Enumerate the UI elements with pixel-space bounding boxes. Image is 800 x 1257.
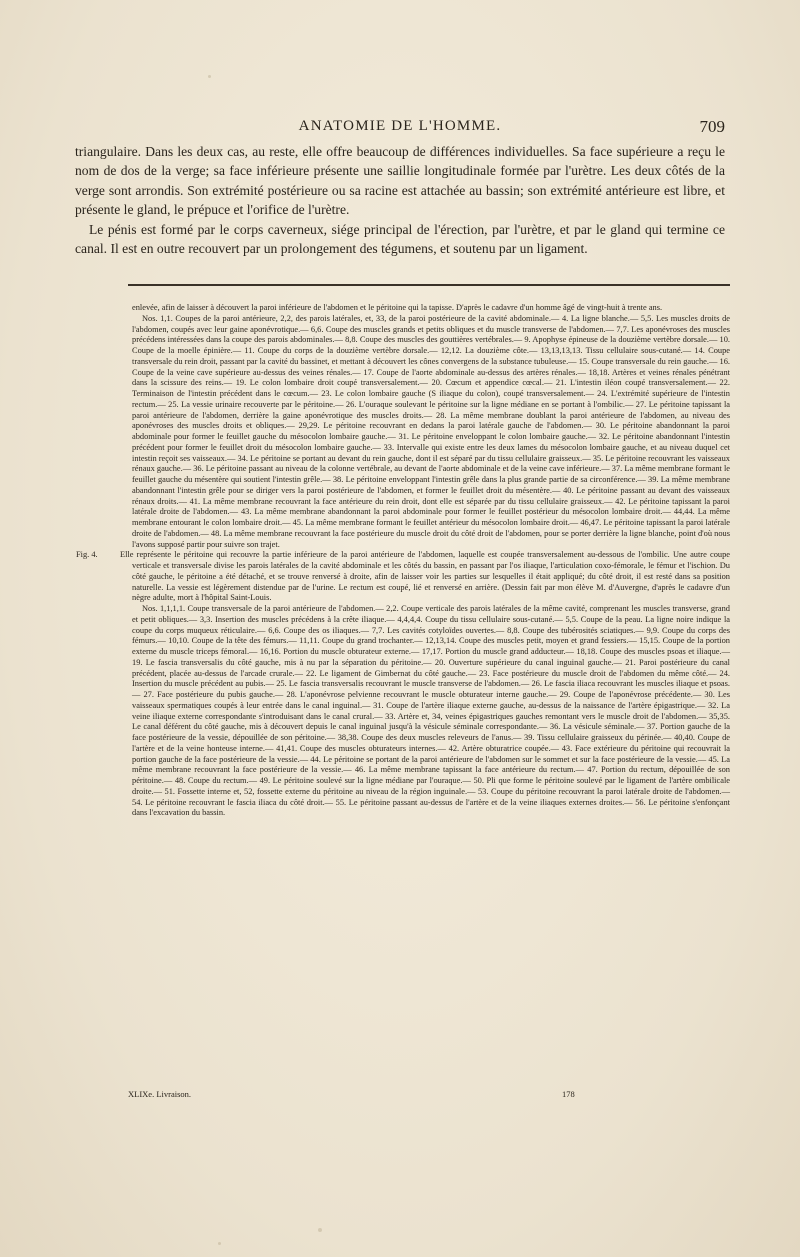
figure-label: Fig. 4. — [76, 550, 98, 560]
livraison-mark: XLIXe. Livraison. — [128, 1089, 192, 1099]
separator-rule — [128, 284, 730, 286]
note-paragraph: Nos. 1,1. Coupes de la paroi antérieure, 2,2, des parois latérales, et, 33, de la paroi postérieure de la cavité abdominale.— 4. La ligne blanche.— 5,5. Les muscles droits de l'abdomen, coupés avec leur gaine aponévrotique.— 6,6. Coupe des muscles grands et petits obliques et du muscle transverse de l'abdomen.— 7,7. Les aponévroses des muscles précédens intéressées dans la coupe des parois abdominales.— 8,8. Coupe des muscles des gouttières vertébrales.— 9. Apophyse épineuse de la douzième vertèbre dorsale.— 10. Coupe de la moelle épinière.— 11. Coupe du corps de la douzième vertèbre dorsale.— 12,12. La douzième côte.— 13,13,13,13. Tissu cellulaire sous-cutané.— 14. Coupe transversale du rein droit, passant par la cavité du bassinet, et mettant à découvert les cônes convergens de la substance tubuleuse.— 15. Coupe transversale du rein gauche.— 16. Coupe de la veine cave supérieure au-dessus des veines rénales.— 17. Coupe de l'aorte abdominale au-dessus des artères rénales.— 18,18. Artères et veines rénales pénétrant dans la scissure des reins.— 19. Le colon lombaire droit coupé transversalement.— 20. Cœcum et appendice cœcal.— 21. L'intestin iléon coupé transversalement.— 22. Terminaison de l'intestin précédent dans le cœcum.— 23. Le colon lombaire gauche (S iliaque du colon), coupé transversalement.— 24. L'extrémité supérieure de l'intestin rectum.— 25. La vessie urinaire recouverte par le péritoine.— 26. L'ouraque soulevant le péritoine sur la ligne médiane en se portant à l'ombilic.— 27. Le péritoine tapissant la paroi antérieure de l'abdomen, derrière la gaine aponévrotique des muscles droits.— 28. La même membrane doublant la paroi antérieure de l'abdomen, au niveau des aponévroses des muscles droits et obliques.— 29,29. Le péritoine recouvrant en dedans la paroi latérale gauche de l'abdomen.— 30. Le péritoine abandonnant la paroi abdominale pour former le feuillet gauche du mésocolon lombaire gauche.— 31. Le péritoine enveloppant le colon lombaire gauche.— 32. Le péritoine abandonnant l'intestin précédent pour former le feuillet droit du mésocolon lombaire gauche.— 33. Intervalle qui existe entre les deux lames du mésocolon lombaire gauche, et au niveau duquel cet intestin reçoit ses vaisseaux.— 34. Le péritoine se portant au devant du rein gauche, dont il est séparé par du tissu cellulaire graisseux.— 35. Le péritoine recouvrant les vaisseaux rénaux gauche.— 36. Le péritoine passant au niveau de la colonne vertébrale, au devant de l'aorte abdominale et de la veine cave inférieure.— 37. La même membrane formant le feuillet gauche du mésentère qui soutient l'intestin grêle.— 38. Le péritoine enveloppant l'intestin grêle dans la plus grande partie de sa circonférence.— 39. La même membrane abandonnant l'intestin grêle pour se diriger vers la paroi postérieure de l'abdomen, et former le feuillet droit du mésentère.— 40. Le péritoine passant au devant des vaisseaux rénaux droits.— 41. La même membrane recouvrant la face antérieure du rein droit, dont elle est séparée par du tissu cellulaire graisseux.— 42. Le péritoine tapissant la paroi latérale droite de l'abdomen.— 43. La même membrane abandonnant la paroi abdominale pour former le feuillet postérieur du mésocolon lombaire droit.— 44,44. La même membrane entourant le colon lombaire droit.— 45. La même membrane formant le feuillet antérieur du mésocolon lombaire droit.— 46,47. Le péritoine tapissant la paroi latérale droite de l'abdomen.— 48. La même membrane recouvrant la face postérieure du muscle droit du côté droit de l'abdomen, pour se porter derrière la ligne blanche, point d'où nous l'avons supposé partir pour suivre son trajet. — [132, 313, 730, 549]
note-paragraph: enlevée, afin de laisser à découvert la paroi inférieure de l'abdomen et le péritoine qui la tapisse. D'après le cadavre d'un homme âgé de vingt-huit à trente ans. — [132, 303, 663, 312]
signature-mark: 178 — [562, 1089, 575, 1099]
paragraph: Le pénis est formé par le corps caverneux, siége principal de l'érection, par l'urètre, et par le gland qui termine ce canal. Il est en outre recouvert par un prolongement des tégumens, et soutenu par un ligament. — [75, 221, 725, 257]
main-text — [75, 142, 725, 258]
paper-foxing — [208, 75, 211, 78]
note-paragraph: Nos. 1,1,1,1. Coupe transversale de la paroi antérieure de l'abdomen.— 2,2. Coupe verticale des parois latérales de la même cavité, comprenant les muscles transverse, grand et petit obliques.— 3,3. Insertion des muscles précédens à la crête iliaque.— 4,4,4,4. Coupe du tissu cellulaire sous-cutané.— 5,5. Coupe de la peau. La ligne noire indique la coupe du corps muqueux réticulaire.— 6,6. Coupe des os iliaques.— 7,7. Les cavités cotyloïdes ouvertes.— 8,8. Coupe des tubérosités sciatiques.— 9,9. Coupe du corps des fémurs.— 10,10. Coupe de la tête des fémurs.— 11,11. Coupe du grand trochanter.— 12,13,14. Coupe des muscles petit, moyen et grand fessiers.— 15,15. Coupe de la portion externe du muscle triceps fémoral.— 16,16. Portion du muscle obturateur externe.— 17,17. Portion du muscle grand adducteur.— 18,18. Coupe des muscles psoas et iliaque.— 19. Le fascia transversalis du côté gauche, mis à nu par la séparation du péritoine.— 20. Ouverture supérieure du canal inguinal gauche.— 21. Paroi postérieure du canal précédent, placée au-dessus de l'arcade crurale.— 22. Le ligament de Gimbernat du côté gauche.— 23. Face postérieure du muscle droit de l'abdomen du même côté.— 24. Insertion du muscle précédent au pubis.— 25. Le fascia transversalis recouvrant le muscle transverse de l'abdomen.— 26. Le fascia iliaca recouvrant les muscles iliaque et psoas.— 27. Face postérieure du pubis gauche.— 28. L'aponévrose pelvienne recouvrant le muscle obturateur interne gauche.— 29. Coupe de l'aponévrose précédente.— 30. Les vaisseaux spermatiques coupés à leur entrée dans le canal inguinal.— 31. Coupe de l'artère iliaque externe gauche, au-dessus de la naissance de l'artère épigastrique.— 32. La veine iliaque externe correspondante s'introduisant dans le canal crural.— 33. Artère et, 34, veines épigastriques gauches remontant vers le muscle droit de l'abdomen.— 35,35. Le canal déférent du côté gauche, mis à découvert depuis le canal inguinal jusqu'à la vésicule séminale correspondante.— 36. La vésicule séminale.— 37. Portion gauche de la face postérieure de la vessie, dépouillée de son péritoine.— 38,38. Coupe des deux muscles releveurs de l'anus.— 39. Tissu cellulaire graisseux du périnée.— 40,40. Coupe de l'artère et de la veine honteuse interne.— 41,41. Coupe des muscles obturateurs internes.— 42. Artère obturatrice coupée.— 43. Face extérieure du péritoine qui recouvrait la portion gauche de la face postérieure de la vessie.— 44. Le péritoine se portant de la paroi antérieure de l'abdomen sur le sommet et sur la face postérieure de la vessie.— 45. La même membrane recouvrant la face postérieure de la vessie.— 46. La même membrane tapissant la face antérieure du rectum.— 47. Portion du rectum, dépouillée de son péritoine.— 48. Coupe du rectum.— 49. Le péritoine soulevé sur la ligne médiane par l'ouraque.— 50. Pli que forme le péritoine soulevé par le ligament de l'artère ombilicale droite.— 51. Fossette interne et, 52, fossette externe du péritoine au niveau de la région inguinale.— 53. Coupe du péritoine recouvrant la paroi latérale droite de l'abdomen.— 54. Le péritoine recouvrant le fascia iliaca du côté droit.— 55. Le péritoine passant au-dessus de l'artère et de la veine iliaques externes droites.— 56. Le péritoine s'enfonçant dans l'excavation du bassin. — [132, 604, 730, 818]
figure-description — [76, 550, 730, 604]
paper-foxing — [318, 1228, 322, 1232]
plate-explanation — [76, 303, 730, 819]
running-head — [75, 118, 725, 140]
running-title: ANATOMIE DE L'HOMME. — [298, 118, 502, 134]
page-number: 709 — [699, 117, 725, 136]
figure-text: Elle représente le péritoine qui recouvre la partie inférieure de la paroi antérieure de l'abdomen, laquelle est coupée transversalement au-dessous de l'ombilic. Une autre coupe verticale et transversale divise les parois latérales de la cavité abdominale et les côtés du bassin, en passant par l'os iliaque, l'articulation coxo-fémorale, le fémur et l'ischion. Du côté gauche, le péritoine a été détaché, et se trouve renversé à droite, afin de laisser voir les parties sur lesquelles il était appliqué; du côté droit, il est resté dans sa position naturelle. La vessie est légèrement distendue par de l'urine. Le rectum est coupé, lié et renversé en arrière. (Dessin fait par mon élève M. d'Auvergne, d'après le cadavre d'un nègre adulte, mort à l'hôpital Saint-Louis. — [120, 550, 730, 603]
paragraph: triangulaire. Dans les deux cas, au reste, elle offre beaucoup de différences individuelles. Sa face supérieure a reçu le nom de dos de la verge; sa face inférieure présente une saillie longitudinale formée par l'urètre. Les deux côtés de la verge sont arrondis. Son extrémité postérieure ou sa racine est attachée au bassin; son extrémité antérieure est libre, et présente le gland, le prépuce et l'orifice de l'urètre. — [75, 144, 725, 218]
paper-foxing — [218, 1242, 221, 1245]
